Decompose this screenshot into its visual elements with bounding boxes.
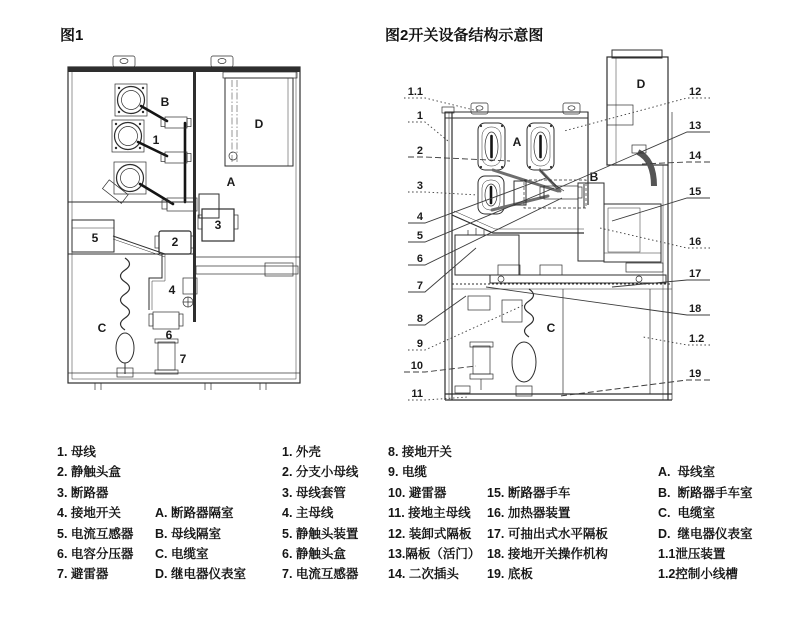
legend-fig1-items	[57, 442, 133, 585]
legend-item: 17. 可抽出式水平隔板	[487, 526, 608, 541]
fig2-room-labels	[513, 77, 646, 335]
fig2-callout-19: 19	[689, 368, 702, 380]
legend-item: 7. 避雷器	[57, 567, 109, 582]
fig1-title: 图1	[60, 27, 84, 44]
fig1-label-7: 7	[179, 352, 187, 366]
legend-item: 9. 电缆	[388, 465, 427, 480]
fig2-callout-1-2: 1.2	[689, 333, 705, 345]
fig1-breaker-parts	[155, 209, 238, 254]
legend-item: 3. 断路器	[57, 485, 109, 500]
legend-item: C. 电缆室	[155, 547, 209, 561]
fig2-main-busbars	[492, 170, 564, 210]
legend-item: 1. 外壳	[282, 445, 321, 459]
legend-item: A. 母线室	[658, 465, 715, 480]
fig2-callout-14: 14	[689, 150, 702, 162]
legend-item: 3. 母线套管	[282, 485, 346, 500]
legend-item: D. 继电器仪表室	[658, 526, 753, 541]
fig2-callout-9: 9	[416, 338, 423, 350]
fig2-label-cable-room: C	[546, 321, 556, 335]
legend-item: B. 母线隔室	[155, 526, 221, 541]
fig1-cabinet-outline	[68, 56, 300, 390]
legend-item: 8. 接地开关	[388, 445, 452, 459]
legend-item: B. 断路器手车室	[658, 485, 753, 500]
fig1-label-breaker-room: A	[226, 175, 236, 189]
legend-item: 2. 分支小母线	[282, 465, 359, 480]
fig2-callout-7: 7	[416, 280, 423, 292]
fig2-callout-3: 3	[416, 180, 423, 192]
fig2-callouts-left	[408, 86, 424, 400]
fig2-leader-lines-left	[404, 98, 562, 400]
fig1-label-cable-room: C	[97, 321, 107, 335]
fig2-title: 图2开关设备结构示意图	[385, 27, 544, 44]
legend-fig2-rooms	[658, 462, 752, 584]
fig1-ct-and-arrester	[149, 312, 183, 374]
fig2-callout-17: 17	[689, 268, 702, 280]
fig2-callout-8: 8	[416, 313, 423, 325]
fig2-callout-1: 1	[416, 110, 423, 122]
fig2-cabinet-outline	[442, 103, 672, 400]
fig2-callout-6: 6	[416, 253, 423, 265]
legend-item: 5. 静触头装置	[282, 526, 359, 541]
legend-item: 19. 底板	[487, 567, 533, 582]
legend-fig2-items-2	[388, 442, 480, 585]
fig1-label-1: 1	[152, 133, 160, 147]
legend-item: 1.2控制小线槽	[658, 567, 738, 582]
legend-item: 18. 接地开关操作机构	[487, 547, 608, 562]
legend-item: 16. 加热器装置	[487, 506, 571, 521]
legend-fig2-items-1	[282, 442, 358, 585]
fig2-callout-2: 2	[416, 145, 423, 157]
fig1-label-3: 3	[214, 218, 222, 232]
legend-item: A. 断路器隔室	[155, 506, 234, 521]
figure1-drawing	[55, 52, 313, 397]
fig2-label-breaker-room: B	[589, 170, 599, 184]
fig2-callout-15: 15	[689, 186, 702, 198]
fig1-compartment-lines	[68, 202, 300, 257]
fig2-callout-12: 12	[689, 86, 702, 98]
fig2-callout-16: 16	[689, 236, 702, 248]
fig1-label-relay-room: D	[254, 117, 264, 131]
fig2-callout-18: 18	[689, 303, 702, 315]
fig2-callout-11: 11	[411, 388, 423, 400]
fig2-label-relay-room: D	[636, 77, 646, 91]
fig1-label-4: 4	[168, 283, 176, 297]
legend-item: 15. 断路器手车	[487, 485, 571, 500]
legend-item: 6. 电容分压器	[57, 547, 134, 562]
legend-item: 4. 主母线	[282, 506, 334, 521]
legend-fig1-rooms	[155, 503, 246, 585]
legend-item: 11. 接地主母线	[388, 506, 471, 521]
fig1-partition-divider	[193, 72, 297, 322]
fig1-busbars	[138, 106, 185, 204]
fig1-earthing-switch	[183, 263, 298, 307]
legend-item: 6. 静触头盒	[282, 547, 346, 562]
fig1-label-busbar-room: B	[160, 95, 170, 109]
legend-item: D. 继电器仪表室	[155, 567, 246, 582]
fig1-label-5: 5	[91, 231, 99, 245]
legend-item: 10. 避雷器	[388, 485, 447, 500]
fig2-breaker-truck	[490, 145, 666, 283]
legend-item: 5. 电流互感器	[57, 526, 134, 541]
fig1-label-2: 2	[171, 235, 179, 249]
fig2-ct-box	[455, 228, 520, 275]
fig2-label-busbar-room: A	[512, 135, 522, 149]
legend-item: 13.隔板（活门）	[388, 547, 481, 562]
legend-item: 2. 静触头盒	[57, 465, 121, 480]
fig2-callout-5: 5	[416, 230, 423, 242]
fig2-callout-4: 4	[416, 211, 423, 223]
figure2-drawing	[398, 48, 716, 440]
legend-fig2-items-3	[487, 483, 608, 585]
fig2-relay-box	[607, 50, 668, 165]
fig2-callout-1-1: 1.1	[407, 86, 423, 98]
fig2-callouts-right	[689, 86, 704, 380]
fig2-callout-13: 13	[689, 120, 702, 132]
legend-item: 12. 装卸式隔板	[388, 526, 472, 541]
fig2-cable-room	[468, 289, 650, 396]
legend-item: 7. 电流互感器	[282, 567, 359, 582]
legend-item: 4. 接地开关	[57, 506, 121, 521]
legend-item: C. 电缆室	[658, 506, 715, 521]
fig2-callout-10: 10	[410, 360, 423, 372]
fig1-label-6: 6	[165, 328, 173, 342]
legend-item: 1. 母线	[57, 445, 96, 459]
legend-item: 14. 二次插头	[388, 567, 459, 582]
fig1-cable	[116, 254, 165, 377]
legend-item: 1.1泄压装置	[658, 547, 726, 562]
